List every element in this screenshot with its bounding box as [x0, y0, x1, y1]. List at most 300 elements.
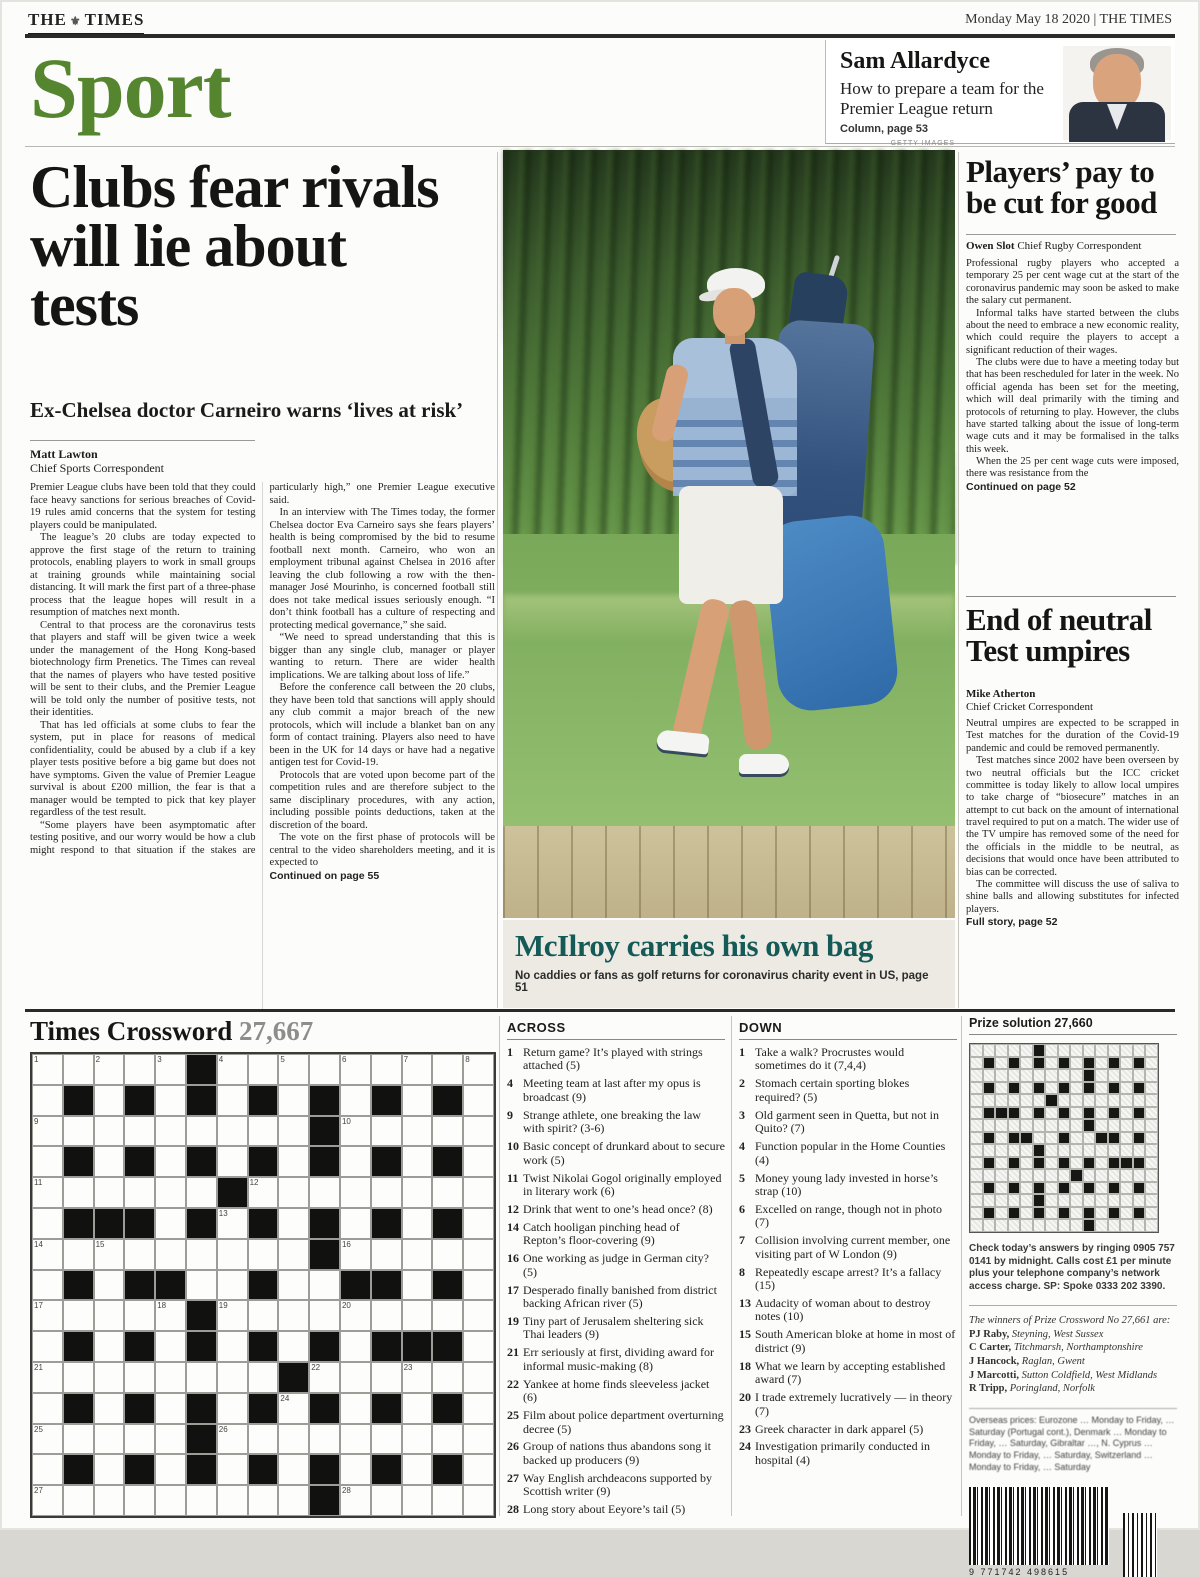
grid-cell[interactable] — [248, 1454, 279, 1485]
article-paragraph: In an interview with The Times today, the former Chelsea doctor Eva Carneiro says she fears players’ health is being compromised by the bid to resume football next month. Carneiro, who won an employment tribunal against Chelsea in 2016 after leaving the club following a row with the then-manager José Mourinho, is concerned football still does not take medical issues seriously enough. “I don’t think football has a culture of respecting and protecting medical governance,” she said. — [269, 507, 495, 631]
grid-cell[interactable] — [94, 1054, 125, 1085]
byline-rule — [30, 440, 255, 441]
grid-cell[interactable] — [63, 1331, 94, 1362]
grid-cell[interactable] — [371, 1393, 402, 1424]
solution-cell — [1020, 1194, 1033, 1207]
solution-cell — [995, 1094, 1008, 1107]
grid-cell[interactable] — [124, 1454, 155, 1485]
clue-text: Long story about Eeyore’s tail (5) — [523, 1502, 686, 1517]
grid-cell[interactable] — [463, 1146, 494, 1177]
grid-cell[interactable] — [186, 1177, 217, 1208]
grid-cell[interactable] — [32, 1054, 63, 1085]
grid-cell[interactable] — [186, 1424, 217, 1455]
grid-cell[interactable] — [186, 1454, 217, 1485]
solution-cell — [1008, 1182, 1021, 1195]
grid-cell[interactable] — [32, 1362, 63, 1393]
grid-cell[interactable] — [248, 1177, 279, 1208]
grid-cell[interactable] — [186, 1393, 217, 1424]
clue-number: 1 — [507, 1045, 513, 1059]
solution-cell — [1108, 1182, 1121, 1195]
grid-cell[interactable] — [155, 1146, 186, 1177]
grid-cell[interactable] — [371, 1116, 402, 1147]
grid-cell[interactable] — [32, 1300, 63, 1331]
grid-cell[interactable] — [278, 1054, 309, 1085]
grid-cell[interactable] — [155, 1208, 186, 1239]
grid-cell[interactable] — [63, 1239, 94, 1270]
cell-number: 23 — [403, 1362, 413, 1372]
solution-cell — [1033, 1182, 1046, 1195]
grid-cell[interactable] — [63, 1485, 94, 1516]
grid-cell[interactable] — [155, 1485, 186, 1516]
grid-cell[interactable] — [63, 1085, 94, 1116]
solution-cell — [1033, 1157, 1046, 1170]
grid-cell[interactable] — [402, 1362, 433, 1393]
rugby-byline — [966, 240, 1178, 252]
grid-cell[interactable] — [371, 1331, 402, 1362]
clue-item — [507, 1378, 725, 1405]
grid-cell[interactable] — [402, 1054, 433, 1085]
grid-cell[interactable] — [432, 1177, 463, 1208]
grid-cell[interactable] — [371, 1300, 402, 1331]
grid-cell[interactable] — [278, 1362, 309, 1393]
grid-cell[interactable] — [94, 1362, 125, 1393]
clue-item — [507, 1077, 725, 1104]
solution-cell — [1145, 1157, 1158, 1170]
grid-cell[interactable] — [402, 1239, 433, 1270]
grid-cell[interactable] — [155, 1454, 186, 1485]
grid-cell[interactable] — [309, 1300, 340, 1331]
grid-cell[interactable] — [32, 1085, 63, 1116]
grid-cell[interactable] — [124, 1485, 155, 1516]
solution-cell — [1020, 1144, 1033, 1157]
grid-cell[interactable] — [217, 1485, 248, 1516]
solution-cell — [1008, 1157, 1021, 1170]
solution-cell — [1033, 1044, 1046, 1057]
grid-cell[interactable] — [340, 1054, 371, 1085]
solution-cell — [1020, 1182, 1033, 1195]
grid-cell[interactable] — [309, 1146, 340, 1177]
grid-cell[interactable] — [186, 1485, 217, 1516]
grid-cell[interactable] — [340, 1362, 371, 1393]
grid-cell[interactable] — [371, 1208, 402, 1239]
grid-cell[interactable] — [217, 1054, 248, 1085]
grid-cell[interactable] — [278, 1208, 309, 1239]
solution-cell — [1095, 1057, 1108, 1070]
article-paragraph: Premier League clubs have been told that they could face heavy sanctions for serious breaches of Covid-19 rules amid concerns that the system for testing players could be manipulated. — [30, 482, 256, 531]
grid-cell[interactable] — [124, 1177, 155, 1208]
grid-cell[interactable] — [463, 1270, 494, 1301]
clue-number: 10 — [507, 1139, 519, 1154]
grid-cell[interactable] — [278, 1331, 309, 1362]
lead-byline-name: Matt Lawton — [30, 447, 98, 461]
grid-cell[interactable] — [463, 1300, 494, 1331]
solution-cell — [983, 1144, 996, 1157]
grid-cell[interactable] — [186, 1116, 217, 1147]
clue-number: 4 — [739, 1139, 745, 1154]
grid-cell[interactable] — [340, 1085, 371, 1116]
grid-cell[interactable] — [402, 1208, 433, 1239]
grid-cell[interactable] — [309, 1116, 340, 1147]
clue-number: 12 — [507, 1201, 519, 1216]
grid-cell[interactable] — [124, 1331, 155, 1362]
grid-cell[interactable] — [186, 1085, 217, 1116]
grid-cell[interactable] — [432, 1085, 463, 1116]
grid-cell[interactable] — [155, 1177, 186, 1208]
grid-cell[interactable] — [155, 1362, 186, 1393]
grid-cell[interactable] — [340, 1331, 371, 1362]
grid-cell[interactable] — [155, 1393, 186, 1424]
grid-cell[interactable] — [432, 1116, 463, 1147]
grid-cell[interactable] — [278, 1239, 309, 1270]
grid-cell[interactable] — [248, 1331, 279, 1362]
grid-cell[interactable] — [32, 1177, 63, 1208]
grid-cell[interactable] — [124, 1362, 155, 1393]
grid-cell[interactable] — [432, 1208, 463, 1239]
grid-cell[interactable] — [32, 1116, 63, 1147]
cell-number: 1 — [34, 1055, 39, 1064]
grid-cell[interactable] — [155, 1300, 186, 1331]
grid-cell[interactable] — [432, 1239, 463, 1270]
grid-cell[interactable] — [402, 1116, 433, 1147]
solution-cell — [1145, 1169, 1158, 1182]
cricket-byline-name: Mike Atherton — [966, 688, 1036, 700]
grid-cell[interactable] — [278, 1424, 309, 1455]
solution-cell — [1045, 1194, 1058, 1207]
grid-cell[interactable] — [63, 1177, 94, 1208]
grid-cell[interactable] — [186, 1239, 217, 1270]
rugby-headline: Players’ pay to be cut for good — [966, 154, 1157, 220]
golfer-shorts — [679, 486, 783, 604]
grid-cell[interactable] — [248, 1270, 279, 1301]
grid-cell[interactable] — [217, 1177, 248, 1208]
grid-cell[interactable] — [340, 1270, 371, 1301]
grid-cell[interactable] — [432, 1424, 463, 1455]
grid-cell[interactable] — [278, 1270, 309, 1301]
grid-cell[interactable] — [124, 1116, 155, 1147]
solution-cell — [1108, 1107, 1121, 1120]
grid-cell[interactable] — [248, 1424, 279, 1455]
solution-cell — [1058, 1169, 1071, 1182]
cell-number: 9 — [34, 1116, 39, 1126]
solution-cell — [970, 1169, 983, 1182]
grid-cell[interactable] — [94, 1300, 125, 1331]
grid-cell[interactable] — [155, 1331, 186, 1362]
grid-cell[interactable] — [217, 1085, 248, 1116]
grid-cell[interactable] — [402, 1085, 433, 1116]
grid-cell[interactable] — [309, 1454, 340, 1485]
grid-cell[interactable] — [248, 1239, 279, 1270]
grid-cell[interactable] — [340, 1177, 371, 1208]
grid-cell[interactable] — [94, 1146, 125, 1177]
grid-cell[interactable] — [248, 1208, 279, 1239]
grid-cell[interactable] — [124, 1085, 155, 1116]
grid-cell[interactable] — [63, 1116, 94, 1147]
grid-cell[interactable] — [94, 1177, 125, 1208]
grid-cell[interactable] — [463, 1393, 494, 1424]
grid-cell[interactable] — [309, 1393, 340, 1424]
grid-cell[interactable] — [432, 1054, 463, 1085]
grid-cell[interactable] — [432, 1300, 463, 1331]
grid-cell[interactable] — [32, 1208, 63, 1239]
grid-cell[interactable] — [32, 1485, 63, 1516]
grid-cell[interactable] — [402, 1331, 433, 1362]
grid-cell[interactable] — [340, 1146, 371, 1177]
solution-cell — [1120, 1157, 1133, 1170]
grid-cell[interactable] — [217, 1393, 248, 1424]
grid-cell[interactable] — [63, 1454, 94, 1485]
grid-cell[interactable] — [371, 1270, 402, 1301]
grid-cell[interactable] — [340, 1393, 371, 1424]
solution-cell — [1145, 1144, 1158, 1157]
grid-cell[interactable] — [124, 1393, 155, 1424]
article-paragraph: Test matches since 2002 have been overseen by two neutral officials but the ICC cricket committee is today likely to allow local umpires to take charge of “biosecure” matches in an attempt to cut back on the amount of international travel required to put on a match. The wider use of the TV umpire has removed some of the need for the officials in the middle to be neutral, as decisions that would once have been attributed to bias can be corrected. — [966, 755, 1179, 878]
grid-cell[interactable] — [94, 1239, 125, 1270]
grid-cell[interactable] — [155, 1085, 186, 1116]
grid-cell[interactable] — [94, 1424, 125, 1455]
grid-cell[interactable] — [278, 1393, 309, 1424]
solution-cell — [1070, 1044, 1083, 1057]
solution-cell — [1008, 1094, 1021, 1107]
grid-cell[interactable] — [278, 1177, 309, 1208]
grid-cell[interactable] — [463, 1054, 494, 1085]
grid-cell[interactable] — [248, 1146, 279, 1177]
grid-cell[interactable] — [94, 1485, 125, 1516]
grid-cell[interactable] — [309, 1270, 340, 1301]
grid-cell[interactable] — [248, 1085, 279, 1116]
grid-cell[interactable] — [340, 1424, 371, 1455]
solution-cell — [1058, 1044, 1071, 1057]
grid-cell[interactable] — [94, 1331, 125, 1362]
grid-cell[interactable] — [32, 1239, 63, 1270]
grid-cell[interactable] — [124, 1208, 155, 1239]
grid-cell[interactable] — [340, 1485, 371, 1516]
grid-cell[interactable] — [432, 1454, 463, 1485]
grid-cell[interactable] — [217, 1208, 248, 1239]
grid-cell[interactable] — [248, 1116, 279, 1147]
golfer-leg — [671, 597, 731, 746]
grid-cell[interactable] — [248, 1485, 279, 1516]
solution-cell — [1108, 1082, 1121, 1095]
grid-cell[interactable] — [217, 1454, 248, 1485]
grid-cell[interactable] — [402, 1454, 433, 1485]
grid-cell[interactable] — [248, 1054, 279, 1085]
grid-cell[interactable] — [63, 1208, 94, 1239]
grid-cell[interactable] — [186, 1362, 217, 1393]
rugby-byline-role: Chief Rugby Correspondent — [1017, 240, 1142, 252]
clue-number: 14 — [507, 1219, 519, 1234]
grid-cell[interactable] — [432, 1331, 463, 1362]
grid-cell[interactable] — [94, 1116, 125, 1147]
grid-cell[interactable] — [309, 1177, 340, 1208]
grid-cell[interactable] — [371, 1485, 402, 1516]
grid-cell[interactable] — [248, 1362, 279, 1393]
grid-cell[interactable] — [432, 1393, 463, 1424]
clue-text: One working as judge in German city? (5) — [523, 1251, 709, 1279]
grid-cell[interactable] — [94, 1085, 125, 1116]
grid-cell[interactable] — [432, 1270, 463, 1301]
grid-cell[interactable] — [217, 1362, 248, 1393]
grid-cell[interactable] — [155, 1270, 186, 1301]
grid-cell[interactable] — [63, 1393, 94, 1424]
grid-cell[interactable] — [155, 1054, 186, 1085]
grid-cell[interactable] — [371, 1085, 402, 1116]
solution-cell — [995, 1219, 1008, 1232]
solution-cell — [1083, 1069, 1096, 1082]
grid-cell[interactable] — [309, 1085, 340, 1116]
grid-cell[interactable] — [432, 1485, 463, 1516]
winner-item — [969, 1355, 1177, 1369]
solution-cell — [995, 1057, 1008, 1070]
solution-cell — [1145, 1094, 1158, 1107]
grid-cell[interactable] — [402, 1424, 433, 1455]
grid-cell[interactable] — [186, 1270, 217, 1301]
grid-cell[interactable] — [278, 1116, 309, 1147]
grid-cell[interactable] — [371, 1239, 402, 1270]
cell-number: 25 — [34, 1424, 43, 1434]
grid-cell[interactable] — [63, 1300, 94, 1331]
grid-cell[interactable] — [402, 1393, 433, 1424]
grid-cell[interactable] — [278, 1485, 309, 1516]
grid-cell[interactable] — [402, 1300, 433, 1331]
solution-cell — [983, 1169, 996, 1182]
solution-cell — [983, 1182, 996, 1195]
grid-cell[interactable] — [371, 1054, 402, 1085]
promo-title: Sam Allardyce — [840, 48, 990, 74]
grid-cell[interactable] — [463, 1485, 494, 1516]
grid-cell[interactable] — [124, 1146, 155, 1177]
grid-cell[interactable] — [309, 1362, 340, 1393]
crossword-grid[interactable] — [30, 1052, 496, 1518]
solution-cell — [1120, 1107, 1133, 1120]
grid-cell[interactable] — [186, 1054, 217, 1085]
grid-cell[interactable] — [309, 1331, 340, 1362]
grid-cell[interactable] — [217, 1116, 248, 1147]
grid-cell[interactable] — [63, 1424, 94, 1455]
grid-cell[interactable] — [371, 1177, 402, 1208]
grid-cell[interactable] — [94, 1208, 125, 1239]
grid-cell[interactable] — [186, 1146, 217, 1177]
grid-cell[interactable] — [371, 1146, 402, 1177]
grid-cell[interactable] — [278, 1454, 309, 1485]
grid-cell[interactable] — [124, 1054, 155, 1085]
grid-cell[interactable] — [432, 1362, 463, 1393]
grid-cell[interactable] — [309, 1424, 340, 1455]
grid-cell[interactable] — [63, 1362, 94, 1393]
grid-cell[interactable] — [217, 1300, 248, 1331]
grid-cell[interactable] — [463, 1085, 494, 1116]
grid-cell[interactable] — [124, 1300, 155, 1331]
grid-cell[interactable] — [155, 1424, 186, 1455]
clue-item — [507, 1109, 725, 1136]
grid-cell[interactable] — [63, 1270, 94, 1301]
grid-cell[interactable] — [217, 1270, 248, 1301]
grid-cell[interactable] — [309, 1239, 340, 1270]
grid-cell[interactable] — [32, 1424, 63, 1455]
solution-cell — [995, 1194, 1008, 1207]
grid-cell[interactable] — [32, 1393, 63, 1424]
grid-cell[interactable] — [463, 1331, 494, 1362]
grid-cell[interactable] — [278, 1300, 309, 1331]
grid-cell[interactable] — [340, 1116, 371, 1147]
grid-cell[interactable] — [32, 1454, 63, 1485]
grid-cell[interactable] — [186, 1208, 217, 1239]
grid-cell[interactable] — [186, 1331, 217, 1362]
article-paragraph: Neutral umpires are expected to be scrapped in Test matches for the duration of the Covid-19 pandemic and could be removed permanently. — [966, 718, 1179, 754]
grid-cell[interactable] — [463, 1177, 494, 1208]
grid-cell[interactable] — [32, 1270, 63, 1301]
grid-cell[interactable] — [463, 1116, 494, 1147]
grid-cell[interactable] — [402, 1270, 433, 1301]
grid-cell[interactable] — [248, 1393, 279, 1424]
solution-cell — [1058, 1144, 1071, 1157]
solution-cell — [1133, 1044, 1146, 1057]
grid-cell[interactable] — [32, 1331, 63, 1362]
grid-cell[interactable] — [340, 1239, 371, 1270]
grid-cell[interactable] — [402, 1146, 433, 1177]
clue-text: Old garment seen in Quetta, but not in Quito? (7) — [755, 1107, 939, 1136]
grid-cell[interactable] — [94, 1454, 125, 1485]
grid-cell[interactable] — [463, 1454, 494, 1485]
grid-cell[interactable] — [463, 1208, 494, 1239]
grid-cell[interactable] — [309, 1208, 340, 1239]
solution-cell — [1058, 1132, 1071, 1145]
grid-cell[interactable] — [278, 1146, 309, 1177]
solution-cell — [1145, 1207, 1158, 1220]
grid-cell[interactable] — [309, 1054, 340, 1085]
clue-number: 17 — [507, 1282, 519, 1297]
solution-cell — [1045, 1082, 1058, 1095]
masthead-the: THE — [28, 10, 67, 29]
grid-cell[interactable] — [309, 1485, 340, 1516]
grid-cell[interactable] — [94, 1270, 125, 1301]
grid-cell[interactable] — [402, 1177, 433, 1208]
grid-cell[interactable] — [186, 1300, 217, 1331]
grid-cell[interactable] — [278, 1085, 309, 1116]
clue-item — [739, 1328, 957, 1355]
solution-cell — [970, 1219, 983, 1232]
grid-cell[interactable] — [248, 1300, 279, 1331]
grid-cell[interactable] — [217, 1146, 248, 1177]
grid-cell[interactable] — [371, 1424, 402, 1455]
grid-cell[interactable] — [371, 1454, 402, 1485]
grid-cell[interactable] — [217, 1331, 248, 1362]
grid-cell[interactable] — [217, 1239, 248, 1270]
grid-cell[interactable] — [32, 1146, 63, 1177]
grid-cell[interactable] — [432, 1146, 463, 1177]
solution-cell — [1108, 1207, 1121, 1220]
grid-cell[interactable] — [94, 1393, 125, 1424]
solution-cell — [1070, 1144, 1083, 1157]
grid-cell[interactable] — [155, 1239, 186, 1270]
grid-cell[interactable] — [63, 1146, 94, 1177]
rugby-byline-name: Owen Slot — [966, 240, 1015, 252]
grid-cell[interactable] — [217, 1424, 248, 1455]
grid-cell[interactable] — [463, 1239, 494, 1270]
grid-cell[interactable] — [340, 1300, 371, 1331]
grid-cell[interactable] — [463, 1362, 494, 1393]
cell-number: 3 — [157, 1055, 162, 1064]
grid-cell[interactable] — [63, 1054, 94, 1085]
grid-cell[interactable] — [463, 1424, 494, 1455]
grid-cell[interactable] — [124, 1424, 155, 1455]
grid-cell[interactable] — [155, 1116, 186, 1147]
grid-cell[interactable] — [340, 1208, 371, 1239]
grid-cell[interactable] — [124, 1270, 155, 1301]
grid-cell[interactable] — [124, 1239, 155, 1270]
grid-cell[interactable] — [402, 1485, 433, 1516]
grid-cell[interactable] — [340, 1454, 371, 1485]
grid-cell[interactable] — [371, 1362, 402, 1393]
